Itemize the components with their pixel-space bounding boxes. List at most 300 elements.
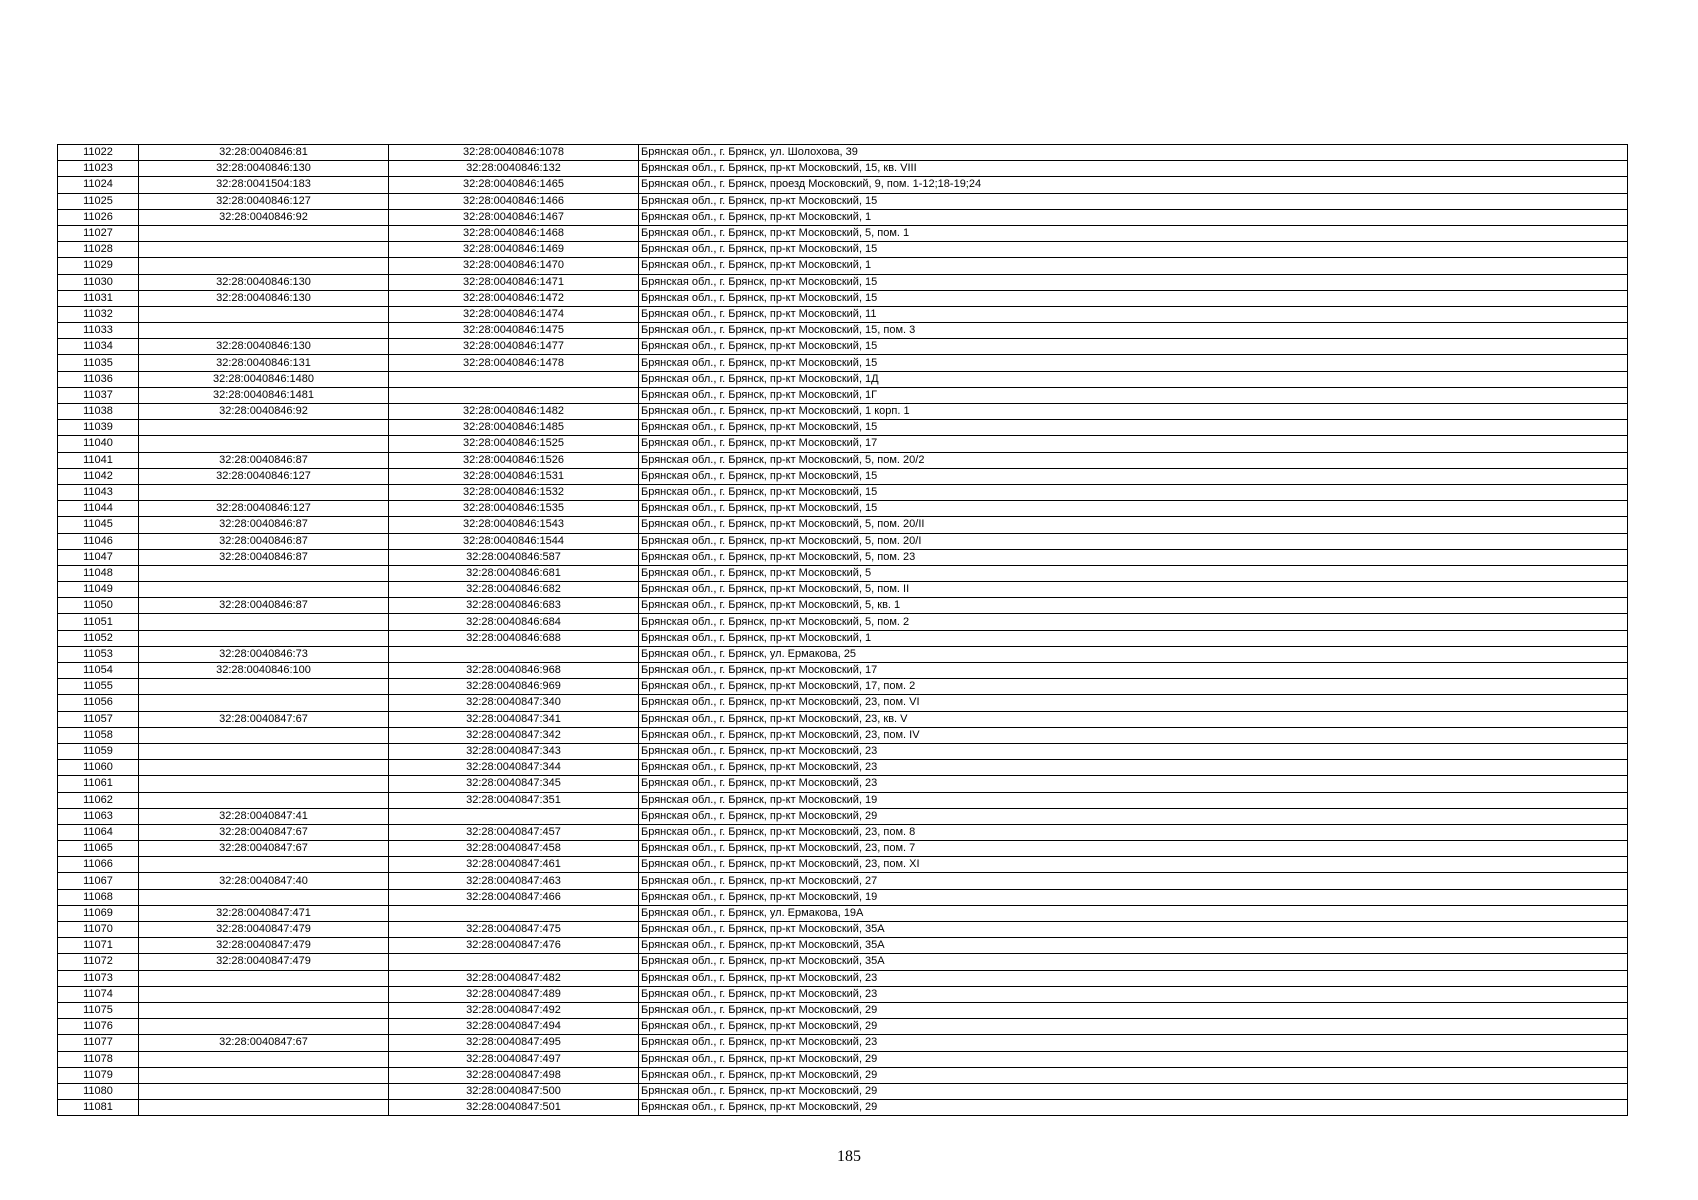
parcel-number-cell (139, 760, 389, 776)
parcel-number-cell: 32:28:0040846:87 (139, 598, 389, 614)
address-cell: Брянская обл., г. Брянск, пр-кт Московский, 23 (639, 743, 1628, 759)
address-cell: Брянская обл., г. Брянск, пр-кт Московский, 1 (639, 258, 1628, 274)
table-row (58, 484, 1628, 500)
parcel-number-cell (139, 1051, 389, 1067)
table-row (58, 646, 1628, 662)
address-cell: Брянская обл., г. Брянск, пр-кт Московский, 29 (639, 1100, 1628, 1116)
parcel-number-cell: 32:28:0040846:87 (139, 549, 389, 565)
parcel-number-cell: 32:28:0040847:41 (139, 808, 389, 824)
table-row (58, 501, 1628, 517)
parcel-number-cell: 32:28:0040846:87 (139, 533, 389, 549)
object-number-cell: 32:28:0040847:501 (389, 1100, 639, 1116)
address-cell: Брянская обл., г. Брянск, пр-кт Московский, 1Д (639, 371, 1628, 387)
parcel-number-cell: 32:28:0040847:67 (139, 841, 389, 857)
row-number-cell: 11023 (58, 161, 139, 177)
parcel-number-cell: 32:28:0040847:67 (139, 711, 389, 727)
parcel-number-cell: 32:28:0040847:479 (139, 922, 389, 938)
address-cell: Брянская обл., г. Брянск, пр-кт Московский, 19 (639, 889, 1628, 905)
address-cell: Брянская обл., г. Брянск, пр-кт Московский, 29 (639, 808, 1628, 824)
object-number-cell: 32:28:0040847:494 (389, 1019, 639, 1035)
parcel-number-cell (139, 306, 389, 322)
address-cell: Брянская обл., г. Брянск, пр-кт Московский, 35А (639, 938, 1628, 954)
table-row (58, 986, 1628, 1002)
address-cell: Брянская обл., г. Брянск, пр-кт Московский, 15 (639, 468, 1628, 484)
parcel-number-cell (139, 1100, 389, 1116)
row-number-cell: 11028 (58, 242, 139, 258)
object-number-cell: 32:28:0040847:461 (389, 857, 639, 873)
table-row (58, 323, 1628, 339)
parcel-number-cell: 32:28:0040846:92 (139, 404, 389, 420)
row-number-cell: 11064 (58, 824, 139, 840)
object-number-cell: 32:28:0040847:466 (389, 889, 639, 905)
object-number-cell: 32:28:0040847:476 (389, 938, 639, 954)
row-number-cell: 11057 (58, 711, 139, 727)
row-number-cell: 11025 (58, 193, 139, 209)
address-cell: Брянская обл., г. Брянск, пр-кт Московский, 17 (639, 436, 1628, 452)
row-number-cell: 11039 (58, 420, 139, 436)
object-number-cell: 32:28:0040847:500 (389, 1083, 639, 1099)
object-number-cell: 32:28:0040846:1465 (389, 177, 639, 193)
address-cell: Брянская обл., г. Брянск, пр-кт Московский, 29 (639, 1067, 1628, 1083)
address-cell: Брянская обл., г. Брянск, пр-кт Московский, 5, кв. 1 (639, 598, 1628, 614)
row-number-cell: 11043 (58, 484, 139, 500)
table-row (58, 970, 1628, 986)
table-row (58, 873, 1628, 889)
row-number-cell: 11053 (58, 646, 139, 662)
parcel-number-cell (139, 857, 389, 873)
parcel-number-cell (139, 242, 389, 258)
table-row (58, 954, 1628, 970)
row-number-cell: 11027 (58, 225, 139, 241)
parcel-number-cell (139, 743, 389, 759)
parcel-number-cell: 32:28:0040846:73 (139, 646, 389, 662)
property-register-table (57, 144, 1628, 1116)
table-row (58, 792, 1628, 808)
row-number-cell: 11072 (58, 954, 139, 970)
parcel-number-cell (139, 1083, 389, 1099)
address-cell: Брянская обл., г. Брянск, пр-кт Московский, 23, пом. XI (639, 857, 1628, 873)
address-cell: Брянская обл., г. Брянск, пр-кт Московский, 19 (639, 792, 1628, 808)
table-row (58, 355, 1628, 371)
object-number-cell: 32:28:0040846:1544 (389, 533, 639, 549)
table-row (58, 1019, 1628, 1035)
object-number-cell: 32:28:0040847:497 (389, 1051, 639, 1067)
object-number-cell: 32:28:0040846:587 (389, 549, 639, 565)
address-cell: Брянская обл., г. Брянск, пр-кт Московский, 5, пом. 20/II (639, 517, 1628, 533)
parcel-number-cell (139, 776, 389, 792)
parcel-number-cell (139, 225, 389, 241)
row-number-cell: 11024 (58, 177, 139, 193)
row-number-cell: 11040 (58, 436, 139, 452)
table-row (58, 922, 1628, 938)
object-number-cell: 32:28:0040846:1532 (389, 484, 639, 500)
address-cell: Брянская обл., г. Брянск, пр-кт Московский, 17, пом. 2 (639, 679, 1628, 695)
row-number-cell: 11059 (58, 743, 139, 759)
table-row (58, 258, 1628, 274)
table-row (58, 598, 1628, 614)
object-number-cell: 32:28:0040847:498 (389, 1067, 639, 1083)
address-cell: Брянская обл., г. Брянск, пр-кт Московский, 15 (639, 339, 1628, 355)
address-cell: Брянская обл., г. Брянск, пр-кт Московский, 1 корп. 1 (639, 404, 1628, 420)
object-number-cell: 32:28:0040846:1485 (389, 420, 639, 436)
address-cell: Брянская обл., г. Брянск, пр-кт Московский, 15 (639, 193, 1628, 209)
row-number-cell: 11034 (58, 339, 139, 355)
table-row (58, 161, 1628, 177)
row-number-cell: 11052 (58, 630, 139, 646)
row-number-cell: 11050 (58, 598, 139, 614)
parcel-number-cell: 32:28:0040846:130 (139, 161, 389, 177)
object-number-cell: 32:28:0040847:458 (389, 841, 639, 857)
parcel-number-cell: 32:28:0040846:130 (139, 274, 389, 290)
address-cell: Брянская обл., г. Брянск, пр-кт Московский, 5, пом. 20/2 (639, 452, 1628, 468)
table-row (58, 614, 1628, 630)
parcel-number-cell (139, 614, 389, 630)
address-cell: Брянская обл., г. Брянск, пр-кт Московский, 23, пом. IV (639, 727, 1628, 743)
row-number-cell: 11063 (58, 808, 139, 824)
table-row (58, 145, 1628, 161)
object-number-cell: 32:28:0040846:682 (389, 582, 639, 598)
object-number-cell (389, 646, 639, 662)
table-row (58, 565, 1628, 581)
row-number-cell: 11081 (58, 1100, 139, 1116)
table-row (58, 274, 1628, 290)
table-row (58, 225, 1628, 241)
table-row (58, 517, 1628, 533)
table-row (58, 582, 1628, 598)
table-body (58, 145, 1628, 1116)
parcel-number-cell: 32:28:0040847:40 (139, 873, 389, 889)
table-row (58, 824, 1628, 840)
address-cell: Брянская обл., г. Брянск, пр-кт Московский, 11 (639, 306, 1628, 322)
object-number-cell: 32:28:0040847:475 (389, 922, 639, 938)
row-number-cell: 11026 (58, 209, 139, 225)
row-number-cell: 11073 (58, 970, 139, 986)
table-row (58, 1051, 1628, 1067)
parcel-number-cell (139, 582, 389, 598)
row-number-cell: 11060 (58, 760, 139, 776)
object-number-cell: 32:28:0040847:489 (389, 986, 639, 1002)
row-number-cell: 11038 (58, 404, 139, 420)
table-row (58, 663, 1628, 679)
address-cell: Брянская обл., г. Брянск, пр-кт Московский, 23, пом. 8 (639, 824, 1628, 840)
row-number-cell: 11079 (58, 1067, 139, 1083)
row-number-cell: 11065 (58, 841, 139, 857)
row-number-cell: 11033 (58, 323, 139, 339)
address-cell: Брянская обл., г. Брянск, пр-кт Московский, 29 (639, 1083, 1628, 1099)
address-cell: Брянская обл., г. Брянск, пр-кт Московский, 15 (639, 290, 1628, 306)
row-number-cell: 11074 (58, 986, 139, 1002)
table-row (58, 193, 1628, 209)
parcel-number-cell: 32:28:0040846:127 (139, 193, 389, 209)
object-number-cell: 32:28:0040847:345 (389, 776, 639, 792)
parcel-number-cell (139, 679, 389, 695)
row-number-cell: 11056 (58, 695, 139, 711)
object-number-cell: 32:28:0040846:1472 (389, 290, 639, 306)
parcel-number-cell: 32:28:0040847:479 (139, 954, 389, 970)
address-cell: Брянская обл., г. Брянск, пр-кт Московский, 5, пом. 1 (639, 225, 1628, 241)
table-row (58, 841, 1628, 857)
row-number-cell: 11036 (58, 371, 139, 387)
parcel-number-cell: 32:28:0040846:1480 (139, 371, 389, 387)
row-number-cell: 11037 (58, 387, 139, 403)
address-cell: Брянская обл., г. Брянск, пр-кт Московский, 23 (639, 760, 1628, 776)
row-number-cell: 11029 (58, 258, 139, 274)
object-number-cell: 32:28:0040847:341 (389, 711, 639, 727)
address-cell: Брянская обл., г. Брянск, пр-кт Московский, 23 (639, 776, 1628, 792)
row-number-cell: 11048 (58, 565, 139, 581)
object-number-cell: 32:28:0040846:681 (389, 565, 639, 581)
parcel-number-cell (139, 436, 389, 452)
row-number-cell: 11070 (58, 922, 139, 938)
address-cell: Брянская обл., г. Брянск, пр-кт Московский, 23, кв. V (639, 711, 1628, 727)
table-row (58, 630, 1628, 646)
object-number-cell: 32:28:0040846:1478 (389, 355, 639, 371)
parcel-number-cell (139, 565, 389, 581)
row-number-cell: 11045 (58, 517, 139, 533)
row-number-cell: 11047 (58, 549, 139, 565)
row-number-cell: 11031 (58, 290, 139, 306)
table-row (58, 889, 1628, 905)
row-number-cell: 11044 (58, 501, 139, 517)
address-cell: Брянская обл., г. Брянск, пр-кт Московский, 23 (639, 986, 1628, 1002)
parcel-number-cell (139, 630, 389, 646)
parcel-number-cell (139, 1019, 389, 1035)
table-row (58, 306, 1628, 322)
row-number-cell: 11058 (58, 727, 139, 743)
address-cell: Брянская обл., г. Брянск, пр-кт Московский, 15, кв. VIII (639, 161, 1628, 177)
parcel-number-cell: 32:28:0041504:183 (139, 177, 389, 193)
address-cell: Брянская обл., г. Брянск, пр-кт Московский, 5, пом. II (639, 582, 1628, 598)
row-number-cell: 11054 (58, 663, 139, 679)
parcel-number-cell: 32:28:0040847:67 (139, 824, 389, 840)
parcel-number-cell: 32:28:0040847:479 (139, 938, 389, 954)
address-cell: Брянская обл., г. Брянск, пр-кт Московский, 15 (639, 242, 1628, 258)
address-cell: Брянская обл., г. Брянск, пр-кт Московский, 15 (639, 274, 1628, 290)
address-cell: Брянская обл., г. Брянск, пр-кт Московский, 5 (639, 565, 1628, 581)
row-number-cell: 11055 (58, 679, 139, 695)
address-cell: Брянская обл., г. Брянск, пр-кт Московский, 1Г (639, 387, 1628, 403)
parcel-number-cell: 32:28:0040846:130 (139, 290, 389, 306)
row-number-cell: 11049 (58, 582, 139, 598)
row-number-cell: 11078 (58, 1051, 139, 1067)
parcel-number-cell: 32:28:0040846:131 (139, 355, 389, 371)
parcel-number-cell (139, 889, 389, 905)
table-row (58, 1002, 1628, 1018)
object-number-cell: 32:28:0040846:1474 (389, 306, 639, 322)
parcel-number-cell (139, 1067, 389, 1083)
parcel-number-cell: 32:28:0040846:87 (139, 452, 389, 468)
object-number-cell: 32:28:0040846:968 (389, 663, 639, 679)
parcel-number-cell: 32:28:0040846:81 (139, 145, 389, 161)
row-number-cell: 11032 (58, 306, 139, 322)
object-number-cell: 32:28:0040846:1468 (389, 225, 639, 241)
parcel-number-cell (139, 1002, 389, 1018)
table-row (58, 808, 1628, 824)
row-number-cell: 11067 (58, 873, 139, 889)
table-row (58, 938, 1628, 954)
address-cell: Брянская обл., г. Брянск, пр-кт Московский, 29 (639, 1019, 1628, 1035)
object-number-cell: 32:28:0040846:132 (389, 161, 639, 177)
object-number-cell: 32:28:0040847:343 (389, 743, 639, 759)
address-cell: Брянская обл., г. Брянск, пр-кт Московский, 23 (639, 1035, 1628, 1051)
row-number-cell: 11071 (58, 938, 139, 954)
parcel-number-cell (139, 484, 389, 500)
address-cell: Брянская обл., г. Брянск, пр-кт Московский, 1 (639, 630, 1628, 646)
address-cell: Брянская обл., г. Брянск, ул. Шолохова, 39 (639, 145, 1628, 161)
object-number-cell (389, 371, 639, 387)
address-cell: Брянская обл., г. Брянск, пр-кт Московский, 23, пом. VI (639, 695, 1628, 711)
table-row (58, 905, 1628, 921)
parcel-number-cell (139, 420, 389, 436)
object-number-cell: 32:28:0040846:1471 (389, 274, 639, 290)
table-row (58, 1100, 1628, 1116)
parcel-number-cell: 32:28:0040847:67 (139, 1035, 389, 1051)
table-row (58, 339, 1628, 355)
address-cell: Брянская обл., г. Брянск, пр-кт Московский, 23 (639, 970, 1628, 986)
object-number-cell: 32:28:0040846:1531 (389, 468, 639, 484)
parcel-number-cell (139, 323, 389, 339)
row-number-cell: 11075 (58, 1002, 139, 1018)
object-number-cell: 32:28:0040847:495 (389, 1035, 639, 1051)
parcel-number-cell (139, 695, 389, 711)
table-row (58, 371, 1628, 387)
table-row (58, 695, 1628, 711)
address-cell: Брянская обл., г. Брянск, пр-кт Московский, 15 (639, 501, 1628, 517)
table-row (58, 533, 1628, 549)
table-row (58, 1083, 1628, 1099)
table-row (58, 404, 1628, 420)
address-cell: Брянская обл., г. Брянск, пр-кт Московский, 15 (639, 355, 1628, 371)
object-number-cell: 32:28:0040846:969 (389, 679, 639, 695)
table-row (58, 549, 1628, 565)
object-number-cell: 32:28:0040846:1470 (389, 258, 639, 274)
address-cell: Брянская обл., г. Брянск, пр-кт Московский, 17 (639, 663, 1628, 679)
row-number-cell: 11069 (58, 905, 139, 921)
parcel-number-cell: 32:28:0040846:130 (139, 339, 389, 355)
address-cell: Брянская обл., г. Брянск, пр-кт Московский, 5, пом. 2 (639, 614, 1628, 630)
table-row (58, 420, 1628, 436)
address-cell: Брянская обл., г. Брянск, ул. Ермакова, 25 (639, 646, 1628, 662)
row-number-cell: 11061 (58, 776, 139, 792)
table-row (58, 387, 1628, 403)
table-row (58, 743, 1628, 759)
address-cell: Брянская обл., г. Брянск, пр-кт Московский, 35А (639, 922, 1628, 938)
object-number-cell: 32:28:0040847:344 (389, 760, 639, 776)
address-cell: Брянская обл., г. Брянск, пр-кт Московский, 35А (639, 954, 1628, 970)
object-number-cell: 32:28:0040846:1469 (389, 242, 639, 258)
address-cell: Брянская обл., г. Брянск, пр-кт Московский, 27 (639, 873, 1628, 889)
object-number-cell: 32:28:0040846:1475 (389, 323, 639, 339)
table-row (58, 711, 1628, 727)
parcel-number-cell (139, 970, 389, 986)
address-cell: Брянская обл., г. Брянск, пр-кт Московский, 23, пом. 7 (639, 841, 1628, 857)
object-number-cell (389, 387, 639, 403)
parcel-number-cell: 32:28:0040846:1481 (139, 387, 389, 403)
object-number-cell: 32:28:0040847:340 (389, 695, 639, 711)
table-row (58, 242, 1628, 258)
object-number-cell: 32:28:0040847:351 (389, 792, 639, 808)
row-number-cell: 11080 (58, 1083, 139, 1099)
parcel-number-cell: 32:28:0040846:87 (139, 517, 389, 533)
row-number-cell: 11046 (58, 533, 139, 549)
parcel-number-cell: 32:28:0040846:127 (139, 468, 389, 484)
row-number-cell: 11041 (58, 452, 139, 468)
table-row (58, 209, 1628, 225)
object-number-cell: 32:28:0040846:1535 (389, 501, 639, 517)
row-number-cell: 11076 (58, 1019, 139, 1035)
table-row (58, 679, 1628, 695)
object-number-cell: 32:28:0040846:1477 (389, 339, 639, 355)
object-number-cell: 32:28:0040846:683 (389, 598, 639, 614)
address-cell: Брянская обл., г. Брянск, пр-кт Московский, 15 (639, 484, 1628, 500)
row-number-cell: 11068 (58, 889, 139, 905)
object-number-cell: 32:28:0040846:1078 (389, 145, 639, 161)
parcel-number-cell: 32:28:0040846:100 (139, 663, 389, 679)
address-cell: Брянская обл., г. Брянск, пр-кт Московский, 29 (639, 1051, 1628, 1067)
row-number-cell: 11051 (58, 614, 139, 630)
object-number-cell: 32:28:0040846:1482 (389, 404, 639, 420)
table-row (58, 290, 1628, 306)
parcel-number-cell (139, 986, 389, 1002)
object-number-cell: 32:28:0040846:684 (389, 614, 639, 630)
object-number-cell (389, 808, 639, 824)
row-number-cell: 11022 (58, 145, 139, 161)
object-number-cell: 32:28:0040846:1525 (389, 436, 639, 452)
table-row (58, 177, 1628, 193)
object-number-cell: 32:28:0040847:492 (389, 1002, 639, 1018)
object-number-cell (389, 954, 639, 970)
object-number-cell: 32:28:0040847:457 (389, 824, 639, 840)
table-row (58, 727, 1628, 743)
object-number-cell: 32:28:0040847:482 (389, 970, 639, 986)
row-number-cell: 11030 (58, 274, 139, 290)
row-number-cell: 11066 (58, 857, 139, 873)
address-cell: Брянская обл., г. Брянск, пр-кт Московский, 15, пом. 3 (639, 323, 1628, 339)
address-cell: Брянская обл., г. Брянск, пр-кт Московский, 1 (639, 209, 1628, 225)
object-number-cell: 32:28:0040847:463 (389, 873, 639, 889)
address-cell: Брянская обл., г. Брянск, пр-кт Московский, 5, пом. 20/I (639, 533, 1628, 549)
address-cell: Брянская обл., г. Брянск, пр-кт Московский, 29 (639, 1002, 1628, 1018)
address-cell: Брянская обл., г. Брянск, ул. Ермакова, 19А (639, 905, 1628, 921)
parcel-number-cell: 32:28:0040846:92 (139, 209, 389, 225)
parcel-number-cell: 32:28:0040846:127 (139, 501, 389, 517)
table-row (58, 857, 1628, 873)
object-number-cell: 32:28:0040846:1467 (389, 209, 639, 225)
table-row (58, 468, 1628, 484)
parcel-number-cell (139, 258, 389, 274)
table-row (58, 760, 1628, 776)
row-number-cell: 11035 (58, 355, 139, 371)
page-number: 185 (837, 1148, 861, 1165)
object-number-cell (389, 905, 639, 921)
address-cell: Брянская обл., г. Брянск, пр-кт Московский, 5, пом. 23 (639, 549, 1628, 565)
object-number-cell: 32:28:0040846:1526 (389, 452, 639, 468)
object-number-cell: 32:28:0040846:688 (389, 630, 639, 646)
row-number-cell: 11062 (58, 792, 139, 808)
address-cell: Брянская обл., г. Брянск, пр-кт Московский, 15 (639, 420, 1628, 436)
parcel-number-cell (139, 727, 389, 743)
table-row (58, 436, 1628, 452)
object-number-cell: 32:28:0040847:342 (389, 727, 639, 743)
parcel-number-cell: 32:28:0040847:471 (139, 905, 389, 921)
row-number-cell: 11042 (58, 468, 139, 484)
object-number-cell: 32:28:0040846:1466 (389, 193, 639, 209)
address-cell: Брянская обл., г. Брянск, проезд Московский, 9, пом. 1-12;18-19;24 (639, 177, 1628, 193)
table-row (58, 452, 1628, 468)
object-number-cell: 32:28:0040846:1543 (389, 517, 639, 533)
table-row (58, 1035, 1628, 1051)
parcel-number-cell (139, 792, 389, 808)
